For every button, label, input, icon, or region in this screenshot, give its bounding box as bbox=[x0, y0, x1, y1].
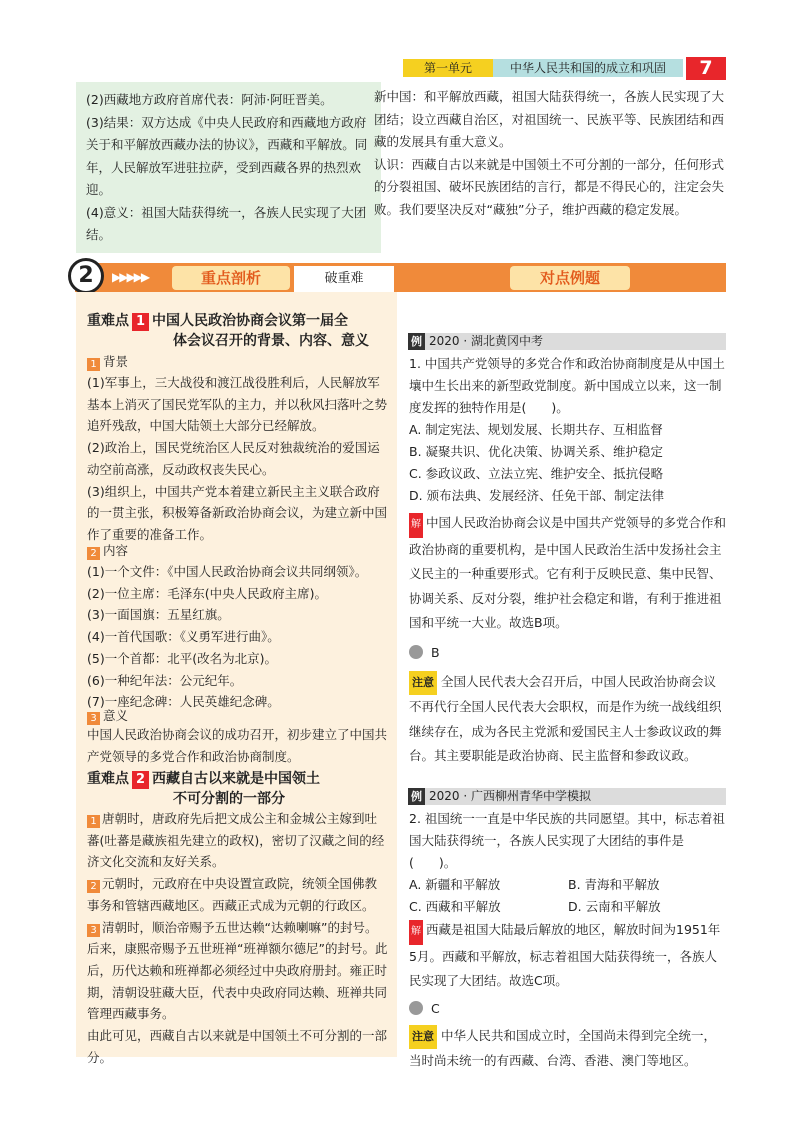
answer bbox=[409, 998, 727, 1020]
example-tag: 例 bbox=[408, 788, 425, 805]
list-item: (7)一座纪念碑：人民英雄纪念碑。 bbox=[87, 694, 280, 710]
intro-right bbox=[374, 86, 728, 221]
example-tag: 例 bbox=[408, 333, 425, 350]
explanation-label: 解 bbox=[409, 920, 423, 945]
note-text: 中华人民共和国成立时，全国尚未得到完全统一，当时尚未统一的有西藏、台湾、香港、澳门等地区。 bbox=[409, 1027, 717, 1068]
intro-left-item: (4)意义：祖国大陆获得统一，各族人民实现了大团结。 bbox=[86, 204, 367, 242]
example-source: 2020 · 湖北黄冈中考 bbox=[429, 334, 543, 348]
arrows-icon: ▶▶▶▶▶ bbox=[112, 270, 149, 284]
item-number: 2 bbox=[87, 880, 100, 893]
subheading-significance bbox=[87, 706, 128, 725]
key-point-2-title-line2: 不可分割的一部分 bbox=[173, 791, 285, 807]
option: C. 参政议政、立法立宪、维护安全、抵抗侵略 bbox=[409, 466, 664, 481]
list-item: (4)一首代国歌：《义勇军进行曲》。 bbox=[87, 629, 280, 645]
options-row bbox=[409, 874, 727, 896]
item-text: 清朝时，顺治帝赐予五世达赖“达赖喇嘛”的封号。后来，康熙帝赐予五世班禅“班禅额尔德尼”的封号。此后，历代达赖和班禅都必须经过中央政府册封。雍正时期，清朝设驻藏大臣，代表中央政府同达赖、班禅共同管理西藏事务。 bbox=[87, 919, 388, 1022]
example-2-header bbox=[408, 788, 726, 805]
example-2-body bbox=[409, 808, 727, 1074]
note-text: 全国人民代表大会召开后，中国人民政治协商会议不再代行全国人民代表大会职权，而是作为统一战线组织继续存在，成为各民主党派和爱国民主人士参政议政的舞台。其主要职能是政治协商、民主监督和参政议政。 bbox=[409, 673, 722, 763]
subheading-background bbox=[87, 352, 128, 371]
question-text: 2. 祖国统一一直是中华民族的共同愿望。其中，标志着祖国大陆获得统一，各族人民实现了大团结的事件是( )。 bbox=[409, 811, 725, 870]
list-item bbox=[87, 873, 388, 916]
option: C. 西藏和平解放 bbox=[409, 899, 501, 914]
background-list bbox=[87, 372, 388, 546]
answer-text: B bbox=[431, 644, 440, 660]
explanation-text: 西藏是祖国大陆最后解放的地区，解放时间为1951年5月。西藏和平解放，标志着祖国大陆获得统一，各族人民实现了大团结。故选C项。 bbox=[409, 922, 721, 988]
page-number: 7 bbox=[686, 57, 726, 80]
list-item: (1)军事上，三大战役和渡江战役胜利后，人民解放军基本上消灭了国民党军队的主力，并以秋风扫落叶之势追歼残敌，中国大陆领土大部分已经解放。 bbox=[87, 375, 388, 434]
key-point-label: 重难点 bbox=[87, 771, 129, 787]
key-point-title-line1: 西藏自古以来就是中国领土 bbox=[152, 771, 320, 787]
tibet-history-list bbox=[87, 808, 388, 1068]
option: D. 云南和平解放 bbox=[568, 899, 661, 914]
key-point-2-title bbox=[87, 768, 320, 789]
explanation bbox=[409, 511, 727, 636]
answer bbox=[409, 642, 727, 664]
item-text: 唐朝时，唐政府先后把文成公主和金城公主嫁到吐蕃(吐蕃是藏族祖先建立的政权)，密切了汉藏之间的经济文化交流和友好关系。 bbox=[87, 811, 385, 870]
intro-right-item: 新中国：和平解放西藏，祖国大陆获得统一，各族人民实现了大团结；设立西藏自治区，对祖国统一、民族平等、民族团结和西藏的发展具有重大意义。 bbox=[374, 89, 725, 149]
question-text: 1. 中国共产党领导的多党合作和政治协商制度是从中国土壤中生长出来的新型政党制度。新中国成立以来，这一制度发挥的独特作用是( )。 bbox=[409, 356, 725, 415]
answer-icon bbox=[409, 1001, 423, 1015]
example-tab: 对点例题 bbox=[510, 266, 630, 290]
note-label: 注意 bbox=[409, 671, 437, 696]
intro-left-box bbox=[76, 82, 381, 253]
item-text: 元朝时，元政府在中央设置宣政院，统领全国佛教事务和管辖西藏地区。西藏正式成为元朝的行政区。 bbox=[87, 876, 378, 913]
note bbox=[409, 670, 727, 769]
key-point-number: 1 bbox=[132, 313, 149, 331]
subheading-number: 3 bbox=[87, 712, 100, 725]
example-1-body bbox=[409, 353, 727, 769]
key-point-label: 重难点 bbox=[87, 313, 129, 329]
list-item: (2)一位主席：毛泽东(中央人民政府主席)。 bbox=[87, 585, 327, 601]
significance-text: 中国人民政治协商会议的成功召开，初步建立了中国共产党领导的多党合作和政治协商制度。 bbox=[87, 727, 388, 764]
key-point-1-title-line2: 体会议召开的背景、内容、意义 bbox=[173, 333, 369, 349]
example-1-header bbox=[408, 333, 726, 350]
option: A. 制定宪法、规划发展、长期共存、互相监督 bbox=[409, 422, 663, 437]
note-label: 注意 bbox=[409, 1025, 437, 1050]
list-item bbox=[87, 917, 388, 1026]
option: A. 新疆和平解放 bbox=[409, 877, 501, 892]
unit-label: 第一单元 bbox=[403, 59, 493, 77]
options-row bbox=[409, 896, 727, 918]
list-item: (6)一种纪年法：公元纪年。 bbox=[87, 672, 243, 688]
list-item bbox=[87, 808, 388, 873]
answer-icon bbox=[409, 645, 423, 659]
key-point-number: 2 bbox=[132, 771, 149, 789]
explanation-text: 中国人民政治协商会议是中国共产党领导的多党合作和政治协商的重要机构，是中国人民政治生活中发扬社会主义民主的一种重要形式。它有利于反映民意、集中民智、协调关系、反对分裂，维护社会稳定和谐，有利于推进祖国和平统一大业。故选B项。 bbox=[409, 515, 727, 630]
section-number: 2 bbox=[68, 258, 104, 294]
subheading-text: 背景 bbox=[103, 354, 129, 369]
subheading-number: 2 bbox=[87, 547, 100, 560]
note bbox=[409, 1024, 727, 1074]
list-item: (2)政治上，国民党统治区人民反对独裁统治的爱国运动空前高涨，反动政权丧失民心。 bbox=[87, 440, 380, 477]
answer-text: C bbox=[431, 1000, 440, 1016]
key-point-1-title bbox=[87, 310, 348, 331]
list-item: (3)组织上，中国共产党本着建立新民主主义联合政府的一贯主张，积极筹备新政治协商会议，为建立新中国作了重要的准备工作。 bbox=[87, 483, 388, 542]
subheading-text: 意义 bbox=[103, 708, 129, 723]
item-number: 3 bbox=[87, 924, 100, 937]
option: B. 青海和平解放 bbox=[568, 877, 660, 892]
subheading-number: 1 bbox=[87, 358, 100, 371]
break-difficulty-label: 破重难 bbox=[294, 266, 394, 292]
explanation-label: 解 bbox=[409, 513, 423, 538]
conclusion: 由此可见，西藏自古以来就是中国领土不可分割的一部分。 bbox=[87, 1028, 388, 1065]
explanation bbox=[409, 918, 727, 994]
option: B. 凝聚共识、优化决策、协调关系、维护稳定 bbox=[409, 444, 664, 459]
key-analysis-tab: 重点剖析 bbox=[172, 266, 290, 290]
list-item: (5)一个首都：北平(改名为北京)。 bbox=[87, 650, 277, 666]
option: D. 颁布法典、发展经济、任免干部、制定法律 bbox=[409, 488, 665, 503]
intro-left-item: (3)结果：双方达成《中央人民政府和西藏地方政府关于和平解放西藏办法的协议》，西藏和平解放。同年，人民解放军进驻拉萨，受到西藏各界的热烈欢迎。 bbox=[86, 114, 368, 197]
list-item: (1)一个文件：《中国人民政治协商会议共同纲领》。 bbox=[87, 564, 368, 579]
list-item: (3)一面国旗：五星红旗。 bbox=[87, 607, 230, 623]
subheading-content bbox=[87, 541, 128, 560]
key-point-title-line1: 中国人民政治协商会议第一届全 bbox=[152, 313, 348, 329]
content-list bbox=[87, 561, 388, 713]
subheading-text: 内容 bbox=[103, 543, 129, 558]
unit-title: 中华人民共和国的成立和巩固 bbox=[493, 59, 683, 77]
example-source: 2020 · 广西柳州青华中学模拟 bbox=[429, 789, 591, 803]
item-number: 1 bbox=[87, 815, 100, 828]
intro-left-item: (2)西藏地方政府首席代表：阿沛·阿旺晋美。 bbox=[86, 92, 333, 107]
intro-right-item: 认识：西藏自古以来就是中国领土不可分割的一部分，任何形式的分裂祖国、破坏民族团结的言行，都是不得民心的，注定会失败。我们要坚决反对“藏独”分子，维护西藏的稳定发展。 bbox=[374, 156, 725, 217]
